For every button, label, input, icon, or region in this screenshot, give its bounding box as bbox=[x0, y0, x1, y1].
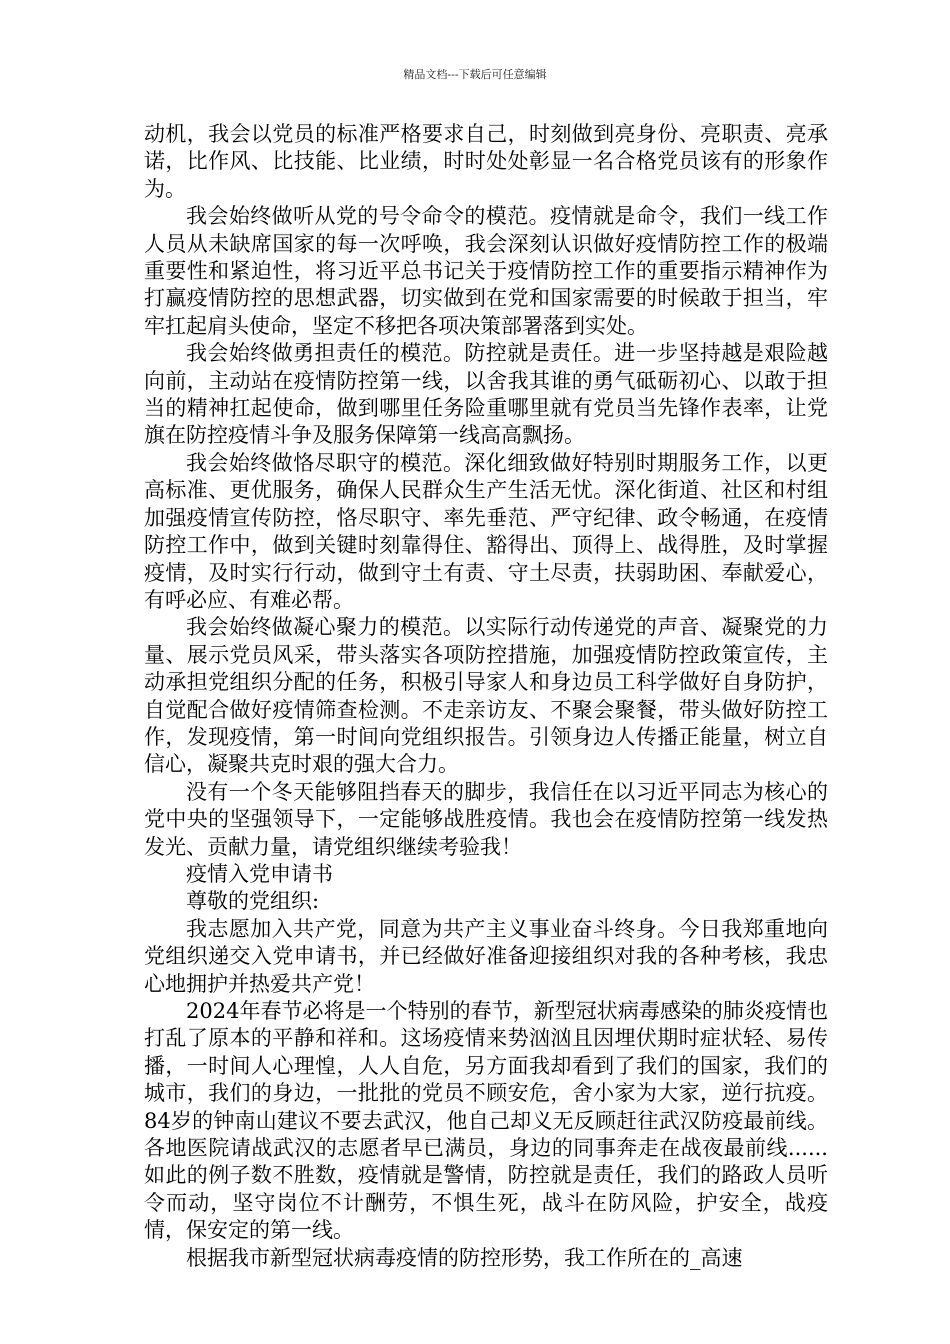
document-body bbox=[144, 121, 828, 1272]
paragraph: 我会始终做恪尽职守的模范。深化细致做好特别时期服务工作，以更高标准、更优服务，确保人民群众生产生活无忧。深化街道、社区和村组加强疫情宣传防控，恪尽职守、率先垂范、严守纪律、政令畅通，在疫情防控工作中，做到关键时刻靠得住、豁得出、顶得上、战得胜，及时掌握疫情，及时实行行动，做到守土有责、守土尽责，扶弱助困、奉献爱心，有呼必应、有难必帮。 bbox=[144, 450, 828, 612]
paragraph: 没有一个冬天能够阻挡春天的脚步，我信任在以习近平同志为核心的党中央的坚强领导下，一定能够战胜疫情。我也会在疫情防控第一线发热发光、贡献力量，请党组织继续考验我！ bbox=[144, 779, 828, 859]
paragraph: 我志愿加入共产党，同意为共产主义事业奋斗终身。今日我郑重地向党组织递交入党申请书，并已经做好准备迎接组织对我的各种考核，我忠心地拥护并热爱共产党！ bbox=[144, 916, 828, 996]
paragraph: 根据我市新型冠状病毒疫情的防控形势，我工作所在的_高速 bbox=[186, 1245, 743, 1270]
salutation: 尊敬的党组织: bbox=[186, 889, 320, 914]
paragraph: 2024年春节必将是一个特别的春节，新型冠状病毒感染的肺炎疫情也打乱了原本的平静和祥和。这场疫情来势汹汹且因埋伏期时症状轻、易传播，一时间人心理惶，人人自危，另方面我却看到了我们的国家，我们的城市，我们的身边，一批批的党员不顾安危，舍小家为大家，逆行抗疫。84岁的钟南山建议不要去武汉，他自己却义无反顾赶往武汉防疫最前线。各地医院请战武汉的志愿者早已满员，身边的同事奔走在战夜最前线......如此的例子数不胜数，疫情就是警情，防控就是责任，我们的路政人员听令而动，坚守岗位不计酬劳，不惧生死，战斗在防风险，护安全，战疫情，保安定的第一线。 bbox=[144, 999, 828, 1243]
paragraph: 我会始终做凝心聚力的模范。以实际行动传递党的声音、凝聚党的力量、展示党员风采，带头落实各项防控措施，加强疫情防控政策宣传，主动承担党组织分配的任务，积极引导家人和身边员工科学做好自身防护，自觉配合做好疫情筛查检测。不走亲访友、不聚会聚餐，带头做好防控工作，发现疫情，第一时间向党组织报告。引领身边人传播正能量，树立自信心，凝聚共克时艰的强大合力。 bbox=[144, 615, 828, 777]
paragraph: 动机，我会以党员的标准严格要求自己，时刻做到亮身份、亮职责、亮承诺，比作风、比技能、比业绩，时时处处彰显一名合格党员该有的形象作为。 bbox=[144, 122, 828, 201]
section-title: 疫情入党申请书 bbox=[186, 861, 333, 886]
page-header: 精品文档---下载后可任意编辑 bbox=[403, 68, 547, 81]
paragraph: 我会始终做勇担责任的模范。防控就是责任。进一步坚持越是艰险越向前，主动站在疫情防控第一线，以舍我其谁的勇气砥砺初心、以敢于担当的精神扛起使命，做到哪里任务险重哪里就有党员当先锋作表率，让党旗在防控疫情斗争及服务保障第一线高高飘扬。 bbox=[144, 341, 828, 448]
paragraph: 我会始终做听从党的号令命令的模范。疫情就是命令，我们一线工作人员从未缺席国家的每一次呼唤，我会深刻认识做好疫情防控工作的极端重要性和紧迫性，将习近平总书记关于疫情防控工作的重要指示精神作为打赢疫情防控的思想武器，切实做到在党和国家需要的时候敢于担当，牢牢扛起肩头使命，坚定不移把各项决策部署落到实处。 bbox=[144, 204, 828, 338]
